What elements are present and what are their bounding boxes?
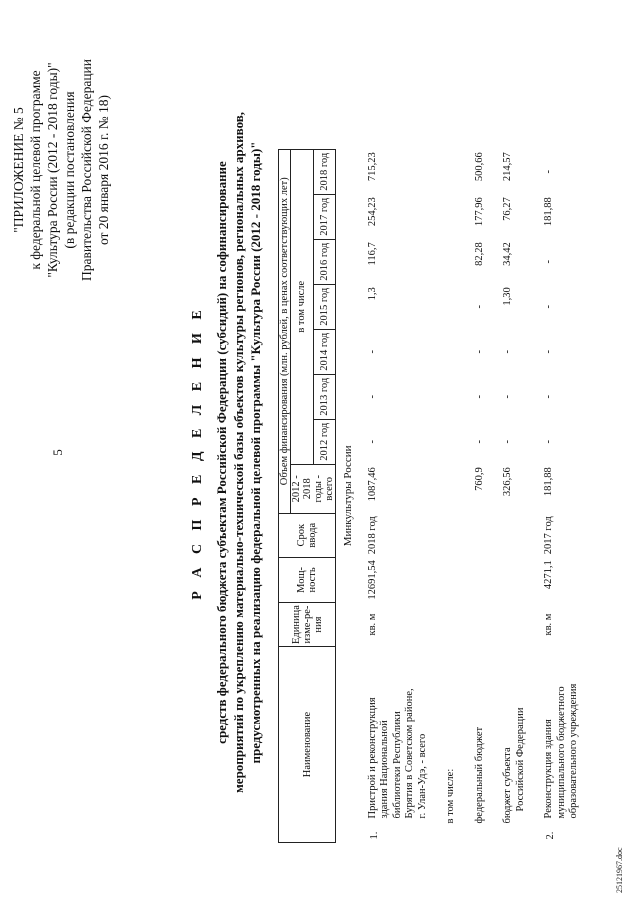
appendix-line: "ПРИЛОЖЕНИЕ № 5 <box>11 107 26 233</box>
row-year-value: - <box>502 395 513 399</box>
row-year-value: - <box>473 395 485 399</box>
row-year-value: 116,7 <box>366 242 378 266</box>
row-number: 1. <box>368 831 380 840</box>
header-year: 2014 год <box>313 329 336 374</box>
header-funding: Объем финансирования (млн. рублей, в ценах соответствующих лет) <box>279 149 291 513</box>
row-year-value: - <box>366 440 378 444</box>
row-year-value: 715,23 <box>366 152 378 182</box>
row-year-value: - <box>473 350 485 354</box>
row-unit: кв. м <box>543 613 554 636</box>
row-year-value: - <box>366 350 378 354</box>
row-name-line: библиотеки Республики <box>391 711 403 819</box>
table-row <box>443 149 460 842</box>
appendix-line: (в редакции постановления <box>62 91 77 249</box>
row-capacity: 12691,54 <box>366 560 378 600</box>
row-year-value: - <box>366 395 378 399</box>
footer-doc-code: 25121967.doc <box>615 847 624 893</box>
appendix-line: "Культура России (2012 - 2018 годы)" <box>45 62 60 278</box>
header-in-that: в том числе <box>291 149 314 464</box>
appendix-header <box>10 20 112 320</box>
header-year: 2012 год <box>313 419 336 464</box>
row-year-value: - <box>543 305 554 309</box>
table-row <box>500 149 529 842</box>
distribution-table-wrapper <box>278 149 583 843</box>
row-name-line: бюджет субъекта <box>502 747 513 824</box>
section-row <box>336 149 365 842</box>
appendix-line: от 20 января 2016 г. № 18) <box>96 94 111 246</box>
document-title: Р А С П Р Е Д Е Л Е Н И Е <box>190 305 205 600</box>
row-year-value: 34,42 <box>502 242 513 266</box>
row-year-value: 181,88 <box>543 197 554 227</box>
row-total: 181,88 <box>543 467 554 497</box>
row-year-value: - <box>543 440 554 444</box>
row-name-line: г. Улан-Удэ, - всего <box>416 733 428 819</box>
row-unit: кв. м <box>366 613 378 636</box>
row-name-line: здания Национальной <box>379 720 390 819</box>
header-unit: Единица изме-ре-ния <box>279 603 336 647</box>
in-that-label: в том числе: <box>445 768 456 824</box>
row-name-line: Реконструкция здания <box>543 719 554 819</box>
row-year-value: 76,27 <box>502 197 513 221</box>
header-year: 2018 год <box>313 149 336 194</box>
row-total: 326,56 <box>502 467 513 497</box>
row-year-value: - <box>473 305 485 309</box>
row-term: 2017 год <box>543 516 554 555</box>
row-total: 760,9 <box>473 467 485 491</box>
subtitle-line: предусмотренных на реализацию федеральной целевой программы "Культура России (2012 - 2018 годы)" <box>248 141 263 764</box>
header-year: 2017 год <box>313 194 336 239</box>
section-label: Минкультуры России <box>342 445 354 547</box>
row-year-value: 82,28 <box>473 242 485 266</box>
row-name-line: Бурятия в Советском районе, <box>404 688 415 819</box>
header-year: 2016 год <box>313 239 336 284</box>
row-capacity: 4271,1 <box>543 560 554 590</box>
row-name-line: образовательного учреждения <box>568 683 579 819</box>
header-term: Срок ввода <box>279 513 336 557</box>
row-name-line: Российской Федерации <box>514 707 526 812</box>
subtitle-line: мероприятий по укреплению материально-технической базы объектов культуры регионов, региональных архивов, <box>231 111 246 794</box>
document-subtitle <box>213 40 264 865</box>
table-row <box>541 149 583 842</box>
header-name: Наименование <box>279 647 336 843</box>
table-row <box>472 149 489 842</box>
page-number: 5 <box>50 449 65 456</box>
row-name-line: федеральный бюджет <box>473 726 485 824</box>
row-year-value: 177,96 <box>473 197 485 227</box>
row-year-value: - <box>543 170 554 174</box>
row-term: 2018 год <box>366 516 378 555</box>
row-year-value: - <box>502 350 513 354</box>
header-total: 2012 - 2018 годы - всего <box>291 464 336 513</box>
row-year-value: 254,23 <box>366 197 378 227</box>
row-year-value: - <box>543 350 554 354</box>
row-name-cell <box>365 647 432 843</box>
row-name-cell <box>541 647 583 843</box>
appendix-line: к федеральной целевой программе <box>28 70 43 270</box>
header-year: 2013 год <box>313 374 336 419</box>
row-name-line: Пристрой и реконструкция <box>366 697 378 819</box>
row-year-value: - <box>473 440 485 444</box>
row-year-value: 1,30 <box>502 287 513 306</box>
appendix-line: Правительства Российской Федерации <box>79 59 94 281</box>
table-row <box>365 149 432 842</box>
header-year: 2015 год <box>313 284 336 329</box>
row-year-value: - <box>543 395 554 399</box>
row-year-value: - <box>543 260 554 264</box>
row-year-value: 214,57 <box>502 152 513 182</box>
row-total: 1087,46 <box>366 467 378 502</box>
row-year-value: 500,66 <box>473 152 485 182</box>
row-year-value: 1,3 <box>366 287 378 301</box>
subtitle-line: средств федерального бюджета субъектам Российской Федерации (субсидий) на софинансирование <box>214 161 229 744</box>
row-number: 2. <box>545 831 556 840</box>
header-capacity: Мощ-ность <box>279 557 336 602</box>
row-year-value: - <box>502 440 513 444</box>
row-name-line: муниципального бюджетного <box>555 686 567 819</box>
distribution-table <box>278 149 583 843</box>
